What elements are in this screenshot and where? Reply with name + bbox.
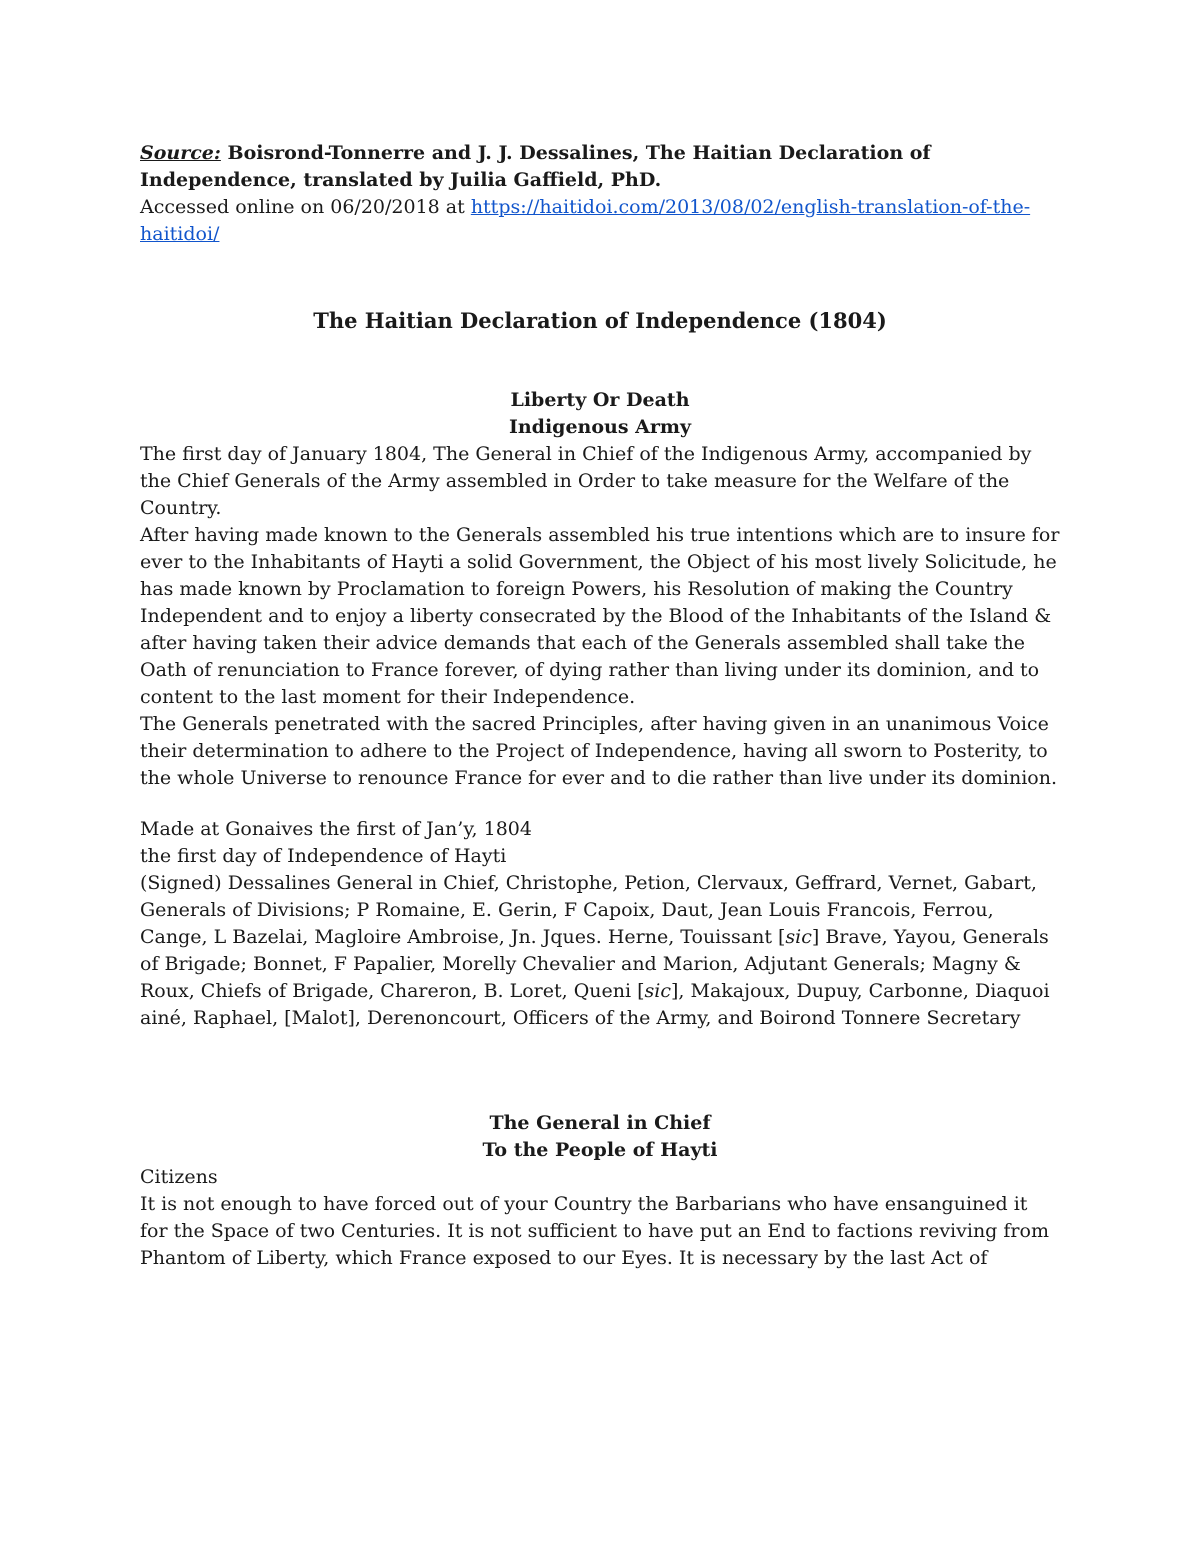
heading-general-in-chief: The General in Chief [489,1112,711,1134]
source-citation [140,140,1060,194]
paragraph-intentions: After having made known to the Generals assembled his true intentions which are to insure for ever to the Inhabitants of Hayti a solid Government, the Object of his most lively Solicitude, he has made known by Proclamation to foreign Powers, his Resolution of making the Country Independent and to enjoy a liberty consecrated by the Blood of the Inhabitants of the Island & after having taken their advice demands that each of the Generals assembled shall take the Oath of renunciation to France forever, of dying rather than living under its dominion, and to content to the last moment for their Independence. [140,524,1060,708]
signed-list [140,870,1060,1032]
source-text: Boisrond-Tonnerre and J. J. Dessalines, The Haitian Declaration of Independence, translated by Juilia Gaffield, PhD. [140,142,931,191]
salutation-citizens: Citizens [140,1166,218,1188]
first-day-line: the first day of Independence of Hayti [140,845,507,867]
signed-text-2: ] Brave, Yayou, Generals of Brigade; Bonnet, F Papalier, Morelly Chevalier and Marion, Adjutant Generals; Magny & Roux, Chiefs of Brigade, Chareron, B. Loret, Queni [ [140,926,1049,1002]
heading-indigenous-army: Indigenous Army [508,416,692,438]
paragraph-first-day: The first day of January 1804, The General in Chief of the Indigenous Army, accompanied by the Chief Generals of the Army assembled in Order to take measure for the Welfare of the Country. [140,443,1032,519]
source-label: Source: [140,142,221,164]
made-at-line: Made at Gonaives the first of Jan’y, 1804 [140,818,532,840]
accessed-prefix: Accessed online on 06/20/2018 at [140,196,471,218]
source-link-line1: https://haitidoi.com/2013/08/02/english-translation-of-the- [470,196,1031,218]
signed-text-1: (Signed) Dessalines General in Chief, Christophe, Petion, Clervaux, Geffrard, Vernet, Gabart, Generals of Divisions; P Romaine, E. Gerin, F Capoix, Daut, Jean Louis Francois, Ferrou, Cange, L Bazelai, Magloire Ambroise, Jn. Jques. Herne, Touissant [ [140,872,1037,948]
heading-people-of-hayti: To the People of Hayti [482,1139,718,1161]
paragraph-not-enough: It is not enough to have forced out of your Country the Barbarians who have ensanguined it for the Space of two Centuries. It is not sufficient to have put an End to factions reviving from Phantom of Liberty, which France exposed to our Eyes. It is necessary by the last Act of [140,1193,1049,1269]
sic-note-2: sic [644,980,671,1002]
signature-block [140,816,1060,1032]
source-link-line2: haitidoi/ [140,223,220,245]
section-heading-general [140,1110,1060,1164]
signed-text-3: ], Makajoux, Dupuy, Carbonne, Diaquoi ainé, Raphael, [Malot], Derenoncourt, Officers of the Army, and Boirond Tonnere Secretary [140,980,1050,1029]
section-heading-liberty [140,387,1060,441]
paragraph-generals: The Generals penetrated with the sacred Principles, after having given in an unanimous Voice their determination to adhere to the Project of Independence, having all sworn to Posterity, to the whole Universe to renounce France for ever and to die rather than live under its dominion. [140,713,1058,789]
accessed-line [140,194,1060,248]
document-title: The Haitian Declaration of Independence (1804) [313,308,887,333]
heading-liberty-or-death: Liberty Or Death [510,389,690,411]
sic-note-1: sic [785,926,812,948]
